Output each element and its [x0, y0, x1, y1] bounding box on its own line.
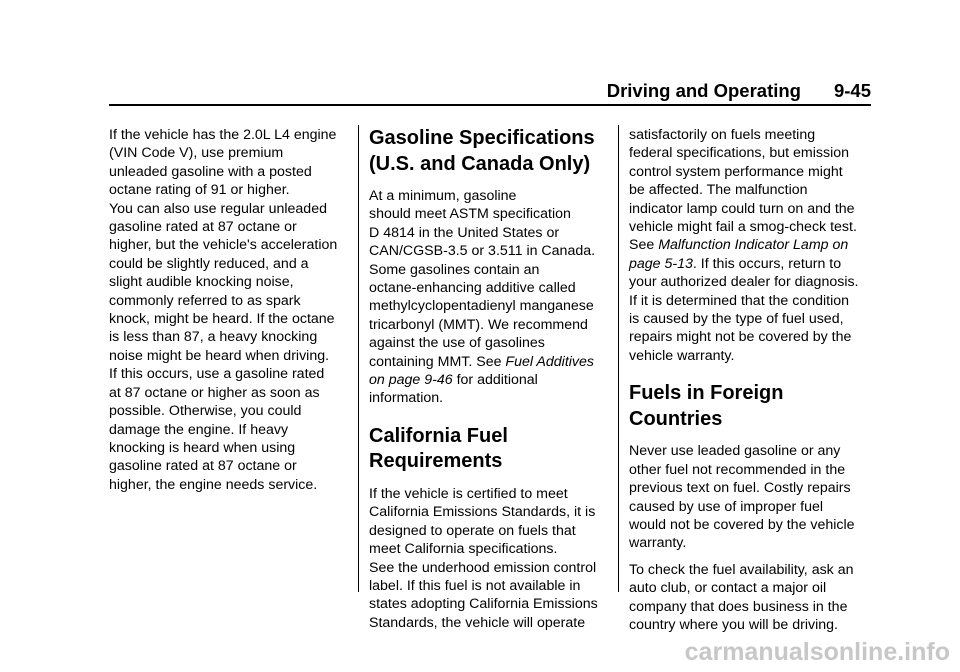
text-line: be affected. The malfunction [629, 182, 808, 199]
text-line: damage the engine. If heavy [109, 421, 289, 438]
text-line: octane-enhancing additive called [369, 280, 576, 297]
text-line: previous text on fuel. Costly repairs [629, 480, 851, 497]
text-line: Standards, the vehicle will operate [369, 614, 586, 631]
text-line: indicator lamp could turn on and the [629, 200, 855, 217]
text-line: company that does business in the [629, 598, 848, 615]
fuel-availability-paragraph [629, 561, 874, 635]
text-line [629, 255, 874, 273]
text-line: country where you will be driving. [629, 616, 838, 633]
heading-line: (U.S. and Canada Only) [369, 152, 591, 175]
text-line: gasoline rated at 87 octane or [109, 219, 297, 236]
text-line: federal specifications, but emission [629, 145, 850, 162]
text-line: would not be covered by the vehicle [629, 516, 855, 533]
text-line: at 87 octane or higher as soon as [109, 384, 320, 401]
text-line: Some gasolines contain an [369, 261, 540, 278]
heading-line: Fuels in Foreign [629, 382, 784, 405]
gasoline-specifications-paragraph [369, 187, 614, 408]
california-fuel-continued-paragraph [629, 126, 874, 365]
text-line: knocking is heard when using [109, 439, 296, 456]
heading-line: Countries [629, 407, 723, 430]
fuel-additives-page-link[interactable]: on page 9-46 [369, 372, 453, 389]
see-prefix: See [629, 237, 659, 254]
malfunction-indicator-lamp-page-link[interactable]: page 5-13 [629, 255, 693, 272]
gasoline-specifications-heading [369, 126, 614, 177]
text-line: vehicle warranty. [629, 347, 735, 364]
text-line: methylcyclopentadienyl manganese [369, 298, 594, 315]
text-line: California Emissions Standards, it is [369, 504, 596, 521]
text-line: knock, might be heard. If the octane [109, 311, 335, 328]
text-line: If this occurs, use a gasoline rated [109, 366, 325, 383]
page-number: 9-45 [833, 80, 871, 101]
text-line: If the vehicle is certified to meet [369, 485, 568, 502]
text-line: D 4814 in the United States or [369, 224, 560, 241]
see-prefix: containing MMT. See [369, 353, 506, 370]
page-header [593, 80, 871, 104]
after-xref-text: for additional [452, 372, 538, 389]
text-line: warranty. [629, 535, 687, 552]
text-line: satisfactorily on fuels meeting [629, 127, 816, 143]
text-line: is caused by the type of fuel used, [629, 311, 844, 328]
text-line: should meet ASTM specification [369, 206, 571, 223]
text-line: To check the fuel availability, ask an [629, 561, 854, 578]
text-line: higher, the engine needs service. [109, 476, 318, 493]
text-line: designed to operate on fuels that [369, 522, 576, 539]
after-xref-text: . If this occurs, return to [692, 255, 842, 272]
text-line: could be slightly reduced, and a [109, 255, 309, 272]
text-line: auto club, or contact a major oil [629, 580, 827, 597]
text-line: higher, but the vehicle's acceleration [109, 237, 338, 254]
text-line: You can also use regular unleaded [109, 200, 327, 217]
text-line: If the vehicle has the 2.0L L4 engine [109, 127, 337, 143]
column-3 [629, 126, 874, 634]
text-line: See the underhood emission control [369, 559, 597, 576]
text-line: is less than 87, a heavy knocking [109, 329, 318, 346]
text-line: slight audible knocking noise, [109, 274, 294, 291]
text-line: If it is determined that the condition [629, 292, 850, 309]
header-rule [109, 104, 871, 106]
column-2 [369, 126, 614, 632]
text-line: Never use leaded gasoline or any [629, 443, 841, 460]
text-line: octane rating of 91 or higher. [109, 182, 290, 199]
text-line: information. [369, 390, 444, 407]
california-fuel-paragraph [369, 485, 614, 632]
text-line: possible. Otherwise, you could [109, 403, 302, 420]
column-divider-right [618, 125, 619, 592]
text-line: unleaded gasoline with a posted [109, 163, 312, 180]
heading-line: California Fuel [369, 424, 508, 447]
premium-fuel-paragraph [109, 126, 354, 494]
text-line [369, 353, 614, 371]
fuels-in-foreign-countries-heading [629, 381, 874, 432]
column-1 [109, 126, 354, 494]
column-divider-left [358, 125, 359, 592]
text-line: caused by use of improper fuel [629, 498, 824, 515]
text-line: control system performance might [629, 163, 843, 180]
text-line: your authorized dealer for diagnosis. [629, 274, 859, 291]
text-line: against the use of gasolines [369, 335, 545, 352]
text-line: (VIN Code V), use premium [109, 145, 284, 162]
section-title: Driving and Operating [606, 80, 801, 101]
text-line: gasoline rated at 87 octane or [109, 458, 297, 475]
heading-line: Gasoline Specifications [369, 127, 595, 149]
fuel-additives-link[interactable]: Fuel Additives [505, 353, 595, 370]
malfunction-indicator-lamp-link[interactable]: Malfunction Indicator Lamp on [658, 237, 849, 254]
text-line: CAN/CGSB-3.5 or 3.511 in Canada. [369, 243, 596, 260]
text-line: noise might be heard when driving. [109, 347, 330, 364]
heading-line: Requirements [369, 450, 503, 473]
watermark: carmanualsonline.info [684, 638, 950, 666]
california-fuel-heading [369, 424, 614, 475]
text-line [629, 236, 874, 254]
text-line [369, 371, 614, 389]
leaded-gasoline-paragraph [629, 442, 874, 552]
text-line: label. If this fuel is not available in [369, 577, 581, 594]
text-line: other fuel not recommended in the [629, 461, 846, 478]
text-line: At a minimum, gasoline [369, 188, 517, 204]
text-line: tricarbonyl (MMT). We recommend [369, 316, 588, 333]
text-line: meet California specifications. [369, 541, 558, 558]
text-line: states adopting California Emissions [369, 596, 598, 613]
text-line: repairs might not be covered by the [629, 329, 852, 346]
text-line: vehicle might fail a smog-check test. [629, 219, 857, 236]
text-line: commonly referred to as spark [109, 292, 301, 309]
